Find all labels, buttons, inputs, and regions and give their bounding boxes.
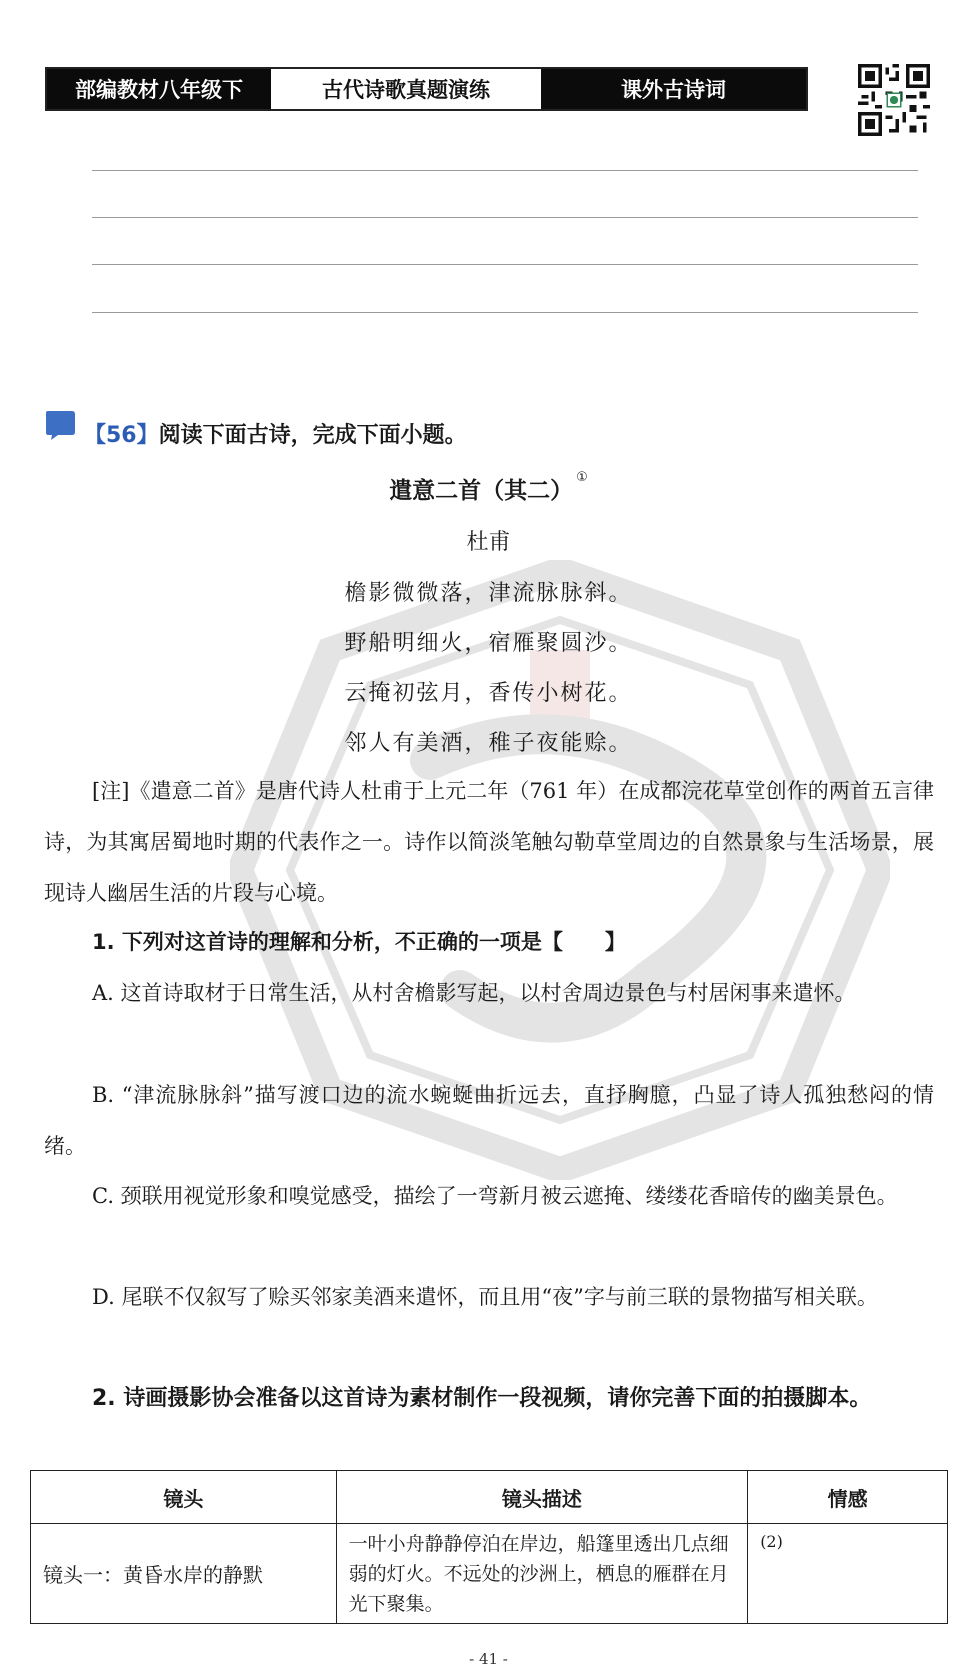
q1-option-d-text: D. 尾联不仅叙写了赊买邻家美酒来遣怀，而且用“夜”字与前三联的景物描写相关联。 [92, 1285, 878, 1309]
poem-title: 遣意二首（其二） [389, 478, 574, 504]
poem-note-text: [注]《遣意二首》是唐代诗人杜甫于上元二年（761 年）在成都浣花草堂创作的两首五言律诗，为其寓居蜀地时期的代表作之一。诗作以简淡笔触勾勒草堂周边的自然景象与生活场景，展现诗人幽居生活的片段与心境。 [44, 779, 934, 905]
question-heading [84, 418, 467, 449]
table-header-shot: 镜头 [31, 1471, 337, 1524]
poem-line: 邻人有美酒，稚子夜能赊。 [344, 731, 633, 756]
q1-option-b-text: B. “津流脉脉斜”描写渡口边的流水蜿蜒曲折远去，直抒胸臆，凸显了诗人孤独愁闷的情绪。 [44, 1083, 934, 1158]
poem-title-block [0, 472, 977, 505]
q1-stem [44, 917, 934, 968]
table-header-emotion: 情感 [748, 1471, 948, 1524]
q1-stem-text: 1. 下列对这首诗的理解和分析，不正确的一项是【 】 [92, 930, 626, 954]
table-header-description: 镜头描述 [336, 1471, 748, 1524]
header-grade-label: 部编教材八年级下 [47, 69, 271, 109]
question-number: 【56】 [84, 423, 159, 448]
poem-author: 杜甫 [466, 530, 511, 555]
q1-option-a-text: A. 这首诗取材于日常生活，从村舍檐影写起，以村舍周边景色与村居闲事来遣怀。 [92, 981, 856, 1005]
q1-option-d[interactable] [44, 1272, 934, 1323]
q2-stem [44, 1373, 934, 1424]
answer-line [92, 264, 918, 265]
table-header-row [31, 1471, 948, 1524]
poem-line: 檐影微微落，津流脉脉斜。 [344, 581, 633, 606]
table-cell-shot: 镜头一：黄昏水岸的静默 [31, 1524, 337, 1624]
table-cell-emotion-answer[interactable]: (2) [748, 1524, 948, 1624]
question-instruction: 阅读下面古诗，完成下面小题。 [158, 423, 467, 448]
q1-option-c-text: C. 颈联用视觉形象和嗅觉感受，描绘了一弯新月被云遮掩、缕缕花香暗传的幽美景色。 [92, 1184, 898, 1208]
page-header [45, 67, 808, 111]
question-flag-icon [44, 410, 78, 440]
footnote-mark: ① [576, 470, 588, 485]
q2-stem-text: 2. 诗画摄影协会准备以这首诗为素材制作一段视频，请你完善下面的拍摄脚本。 [92, 1386, 872, 1411]
q1-option-a[interactable] [44, 968, 934, 1019]
answer-line [92, 312, 918, 313]
poem-note [44, 766, 934, 919]
page-number: - 41 - [469, 1650, 508, 1668]
q1-option-c[interactable] [44, 1171, 934, 1222]
header-section-label: 古代诗歌真题演练 [271, 69, 541, 109]
answer-line [92, 217, 918, 218]
table-cell-description: 一叶小舟静静停泊在岸边，船篷里透出几点细弱的灯火。不远处的沙洲上，栖息的雁群在月光下聚集。 [336, 1524, 748, 1624]
poem-line: 野船明细火，宿雁聚圆沙。 [344, 631, 633, 656]
qr-code-icon [858, 64, 930, 136]
table-row [31, 1524, 948, 1624]
header-category-label: 课外古诗词 [541, 69, 806, 109]
answer-line [92, 170, 918, 171]
poem-line: 云掩初弦月，香传小树花。 [344, 681, 633, 706]
shooting-script-table [30, 1470, 948, 1624]
q1-option-b[interactable] [44, 1070, 934, 1172]
